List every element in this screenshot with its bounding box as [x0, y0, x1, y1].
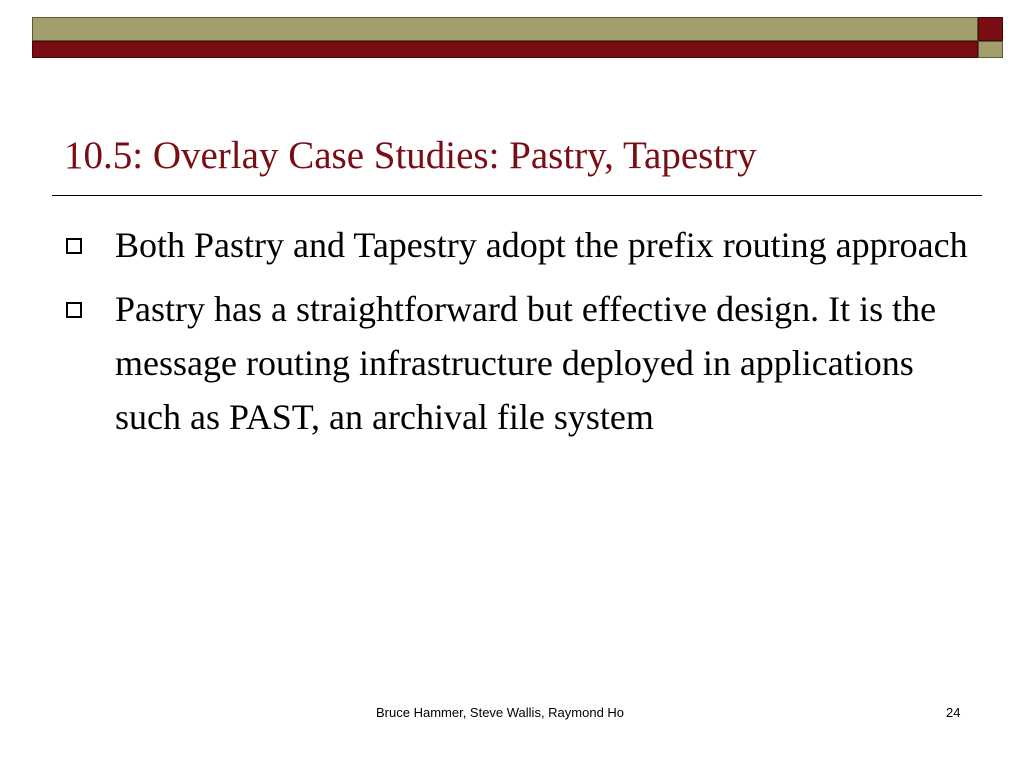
slide-title: 10.5: Overlay Case Studies: Pastry, Tapestry: [64, 134, 757, 177]
header-corner-square-red: [978, 17, 1003, 41]
title-divider: [52, 195, 982, 196]
bullet-list: [64, 218, 974, 454]
header-band-olive: [32, 17, 978, 41]
bullet-item: [64, 218, 974, 272]
bullet-text: Pastry has a straightforward but effective design. It is the message routing infrastructure deployed in applications such as PAST, an archival file system: [115, 289, 937, 437]
footer-authors: Bruce Hammer, Steve Wallis, Raymond Ho: [376, 705, 625, 720]
hollow-square-bullet-icon: [66, 238, 82, 254]
hollow-square-bullet-icon: [66, 302, 82, 318]
header-corner-square-olive: [978, 41, 1003, 58]
header-band-red: [32, 41, 978, 58]
page-number: 24: [946, 705, 961, 720]
bullet-text: Both Pastry and Tapestry adopt the prefix routing approach: [115, 225, 968, 265]
slide-footer: [0, 705, 1024, 725]
bullet-item: [64, 282, 974, 444]
